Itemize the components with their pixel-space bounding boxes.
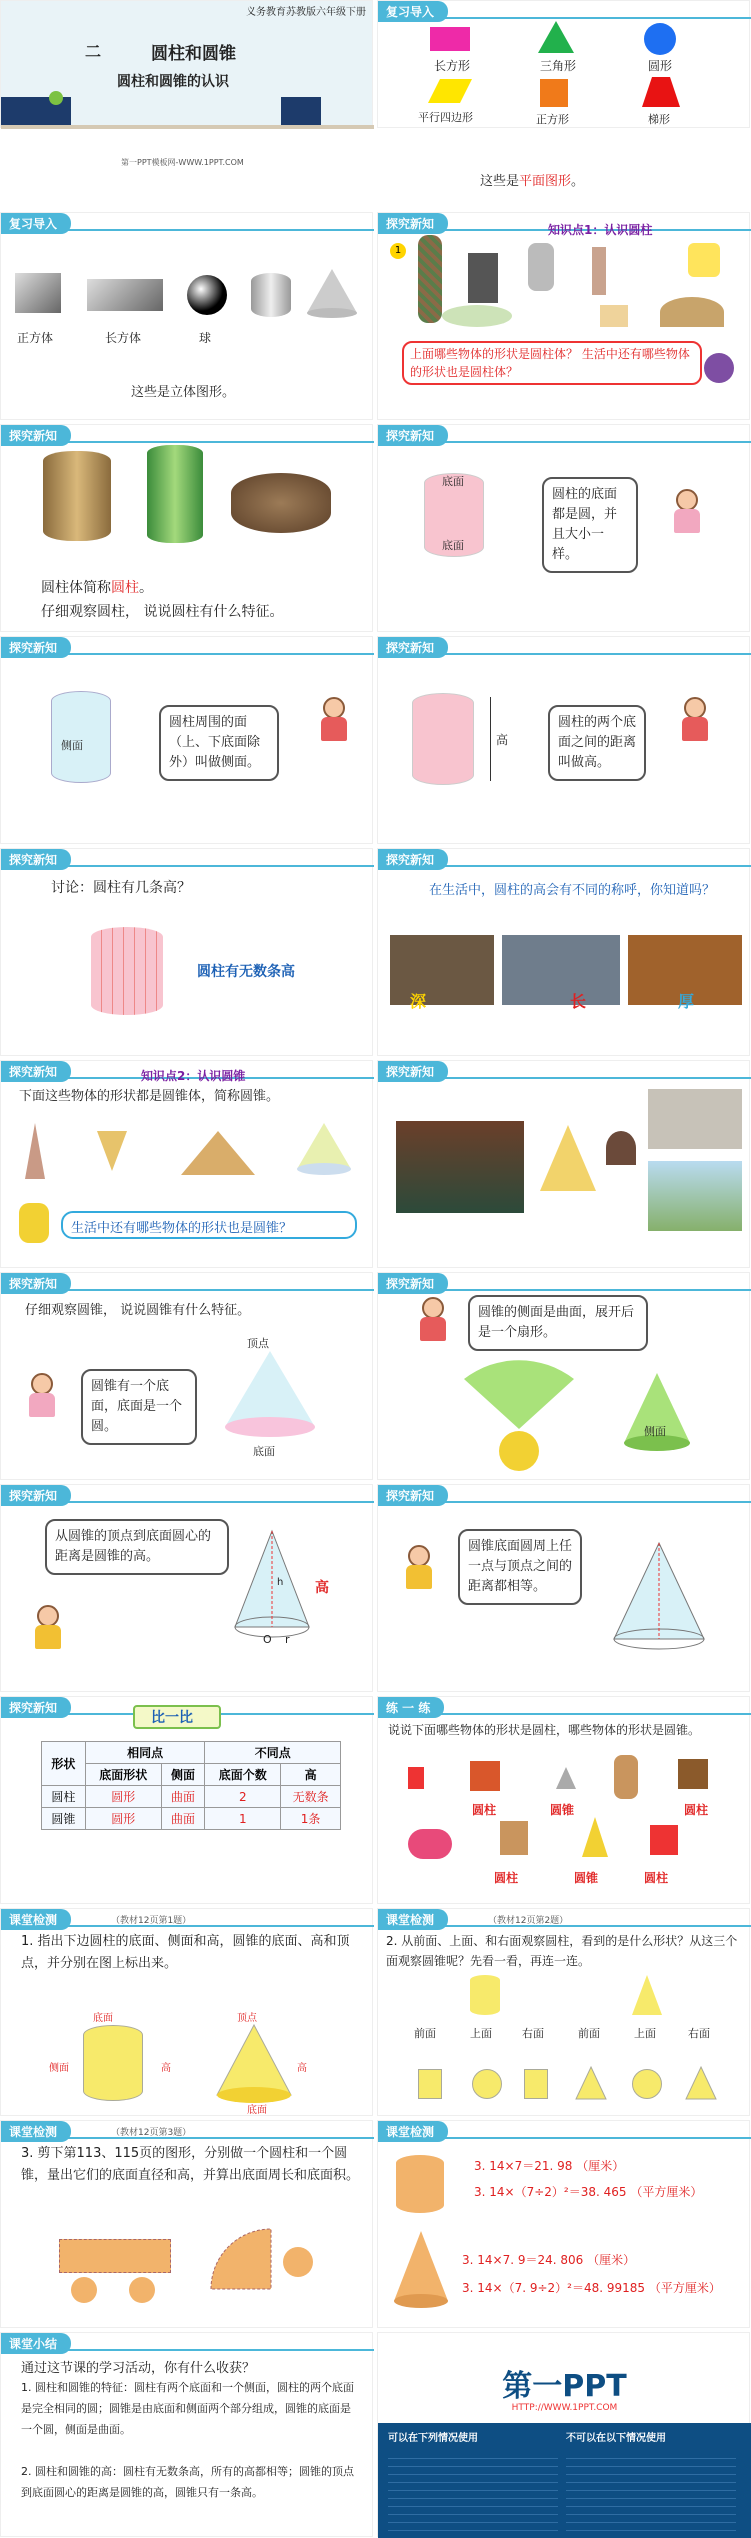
slide-compare[interactable] xyxy=(0,1696,373,1904)
section-tag: 探究新知 xyxy=(378,849,448,870)
base-label: 底面 xyxy=(253,1445,275,1458)
explain-bubble: 圆柱的两个底面之间的距离叫做高。 xyxy=(548,705,646,781)
shape-label: 三角形 xyxy=(540,59,577,73)
parallelogram-shape xyxy=(428,79,472,103)
row-label: 圆锥 xyxy=(42,1808,86,1830)
triangle-view xyxy=(576,2067,606,2099)
explain-bubble: 圆柱周围的面（上、下底面除外）叫做侧面。 xyxy=(159,705,279,781)
row-label: 圆柱 xyxy=(42,1786,86,1808)
pipes-photo xyxy=(502,935,620,1005)
compare-banner-text: 比一比 xyxy=(151,1710,193,1726)
object-image xyxy=(408,1767,424,1789)
girl-mascot xyxy=(25,1373,59,1419)
boy-mascot xyxy=(31,1605,65,1651)
section-tag: 探究新知 xyxy=(1,425,71,446)
cylinder-diagram xyxy=(83,2025,143,2101)
object-image xyxy=(678,1759,708,1789)
text-part: 。 xyxy=(139,580,153,596)
caption-text: 。 xyxy=(571,174,585,189)
caption-highlight: 平面图形 xyxy=(519,174,572,189)
table-cell: 2 xyxy=(205,1786,281,1808)
cylinder-diagram xyxy=(91,927,163,1015)
circle-shape xyxy=(644,23,676,55)
r-label: r xyxy=(285,1633,290,1646)
section-tag: 探究新知 xyxy=(378,425,448,446)
height-label: 高 xyxy=(496,733,509,747)
unit-number: 二 xyxy=(85,42,102,61)
explain-bubble: 圆柱的底面都是圆，并且大小一样。 xyxy=(542,477,638,573)
slide-cylinder-name[interactable] xyxy=(0,424,373,632)
answer-label: 底面 xyxy=(93,2013,113,2024)
book-icon xyxy=(281,97,321,125)
table-cell: 圆形 xyxy=(85,1808,161,1830)
cylinder-net-circle xyxy=(129,2277,155,2303)
compare-table xyxy=(41,1741,341,1830)
cylinder-net-circle xyxy=(71,2277,97,2303)
section-tag: 探究新知 xyxy=(1,1273,71,1294)
header-cell: 相同点 xyxy=(85,1742,205,1764)
object-image xyxy=(470,1761,500,1791)
observe-line: 仔细观察圆柱， 说说圆柱有什么特征。 xyxy=(41,604,284,620)
plane-caption xyxy=(480,170,584,189)
formula-1: 3. 14×7＝21. 98 （厘米） xyxy=(474,2159,625,2173)
cone-diagram xyxy=(225,1351,315,1439)
triangle-shape xyxy=(538,21,574,53)
cylinder-diagram xyxy=(396,2155,444,2213)
object-image xyxy=(650,1825,678,1855)
cone-diagram xyxy=(632,1975,662,2015)
slide-summary[interactable] xyxy=(0,2332,373,2537)
summary-point-2: 2. 圆柱和圆锥的高：圆柱有无数条高，所有的高都相等；圆锥的顶点到底面圆心的距离是圆锥的高，圆锥只有一条高。 xyxy=(21,2465,354,2499)
pillar-image xyxy=(418,235,442,323)
section-tag: 课堂小结 xyxy=(1,2333,71,2354)
cover-subtitle: 圆柱和圆锥的认识 xyxy=(117,74,229,90)
observe-line: 仔细观察圆锥， 说说圆锥有什么特征。 xyxy=(25,1303,251,1318)
table-cell: 无数条 xyxy=(281,1786,341,1808)
object-image xyxy=(408,1829,452,1859)
cone-net-fan xyxy=(211,2229,271,2289)
object-image xyxy=(614,1755,638,1799)
shape-label: 圆形 xyxy=(648,59,673,73)
section-tag: 练 一 练 xyxy=(378,1697,444,1718)
test-question: 1. 指出下边圆柱的底面、侧面和高，圆锥的底面、高和顶点，并分别在图上标出来。 xyxy=(21,1934,350,1971)
answer-label: 圆锥 xyxy=(550,1803,575,1817)
wood-log-image xyxy=(231,473,331,533)
table-cell: 曲面 xyxy=(161,1808,205,1830)
word-long: 长 xyxy=(570,992,587,1011)
traffic-cones-photo xyxy=(648,1089,742,1149)
side-label: 侧面 xyxy=(644,1425,666,1438)
solid-label: 球 xyxy=(199,331,212,345)
summary-point-1: 1. 圆柱和圆锥的特征：圆柱有两个底面和一个侧面，圆柱的两个底面是完全相同的圆；圆锥是由底面和侧面两个部分组成，圆锥的底面是一个圆，侧面是曲面。 xyxy=(21,2381,354,2436)
caption-text: 这些是 xyxy=(480,174,520,189)
shape-label: 长方形 xyxy=(434,59,471,73)
rectangle-shape xyxy=(430,27,470,51)
test-question: 3. 剪下第113、115页的图形，分别做一个圆柱和一个圆锥，量出它们的底面直径和高，并算出底面周长和底面积。 xyxy=(21,2146,360,2183)
fan-net-diagram xyxy=(464,1369,574,1473)
explain-bubble: 圆锥有一个底面，底面是一个圆。 xyxy=(81,1369,197,1445)
summary-question: 通过这节课的学习活动，你有什么收获？ xyxy=(21,2361,256,2376)
slide-brand[interactable] xyxy=(377,2332,750,2537)
sand-pile-object xyxy=(181,1131,255,1175)
answer-label: 圆锥 xyxy=(574,1871,599,1885)
slide-cylinder-base[interactable] xyxy=(377,424,750,632)
terms-col1-title: 可以在下列情况使用 xyxy=(388,2433,478,2444)
question-text: 上面哪些物体的形状是圆柱体？ 生活中还有哪些物体的形状也是圆柱体？ xyxy=(410,347,690,379)
circle-view xyxy=(472,2069,502,2099)
view-label: 前面 xyxy=(578,2027,600,2040)
section-tag: 课堂检测 xyxy=(1,1909,71,1930)
tent-photo xyxy=(648,1161,742,1231)
cover-slide[interactable] xyxy=(0,0,373,167)
brand-logo: 第一PPT xyxy=(502,2369,627,2404)
practice-question: 说说下面哪些物体的形状是圆柱，哪些物体的形状是圆锥。 xyxy=(388,1723,701,1737)
answer-label: 底面 xyxy=(247,2105,267,2116)
section-tag: 探究新知 xyxy=(378,1485,448,1506)
h-label: h xyxy=(277,1577,284,1588)
bottom-base-label: 底面 xyxy=(442,539,464,552)
knowledge-point: 知识点2：认识圆锥 xyxy=(141,1069,246,1083)
slide-cone-height[interactable] xyxy=(0,1484,373,1692)
table-cell: 圆形 xyxy=(85,1786,161,1808)
cone-image xyxy=(600,305,628,327)
section-tag: 探究新知 xyxy=(1,849,71,870)
cone-object xyxy=(297,1123,351,1175)
cuboid-shape xyxy=(87,279,163,311)
can-image xyxy=(43,451,111,541)
answer-label: 圆柱 xyxy=(472,1803,497,1817)
answer-label: 侧面 xyxy=(49,2063,69,2074)
table-cell: 1条 xyxy=(281,1808,341,1830)
word-deep: 深 xyxy=(410,992,427,1011)
view-label: 前面 xyxy=(414,2027,436,2040)
cone-object xyxy=(25,1123,45,1179)
cover-title: 圆柱和圆锥 xyxy=(151,44,236,64)
explain-bubble: 圆锥的侧面是曲面，展开后是一个扇形。 xyxy=(468,1295,648,1351)
table-row xyxy=(42,1786,341,1808)
cone-shape xyxy=(307,269,357,319)
table-cell: 曲面 xyxy=(161,1786,205,1808)
circle-view xyxy=(632,2069,662,2099)
shape-label: 梯形 xyxy=(648,113,670,126)
rectangle-view xyxy=(418,2069,442,2099)
cone-diagram xyxy=(217,2025,291,2105)
solid-label: 长方体 xyxy=(105,331,142,345)
sphere-shape xyxy=(187,275,227,315)
cone-diagram xyxy=(235,1531,309,1641)
slide-cone-intro[interactable] xyxy=(0,1060,373,1268)
height-line xyxy=(490,697,491,781)
top-base-label: 底面 xyxy=(442,475,464,488)
slide-test-1[interactable] xyxy=(0,1908,373,2116)
source-note: （教材12页第3题） xyxy=(111,2128,192,2138)
height-label: 高 xyxy=(315,1580,329,1596)
explain-bubble: 圆锥底面圆周上任一点与顶点之间的距离都相等。 xyxy=(458,1529,582,1605)
answer-text: 圆柱有无数条高 xyxy=(197,964,295,980)
slide-review-solid[interactable] xyxy=(0,212,373,420)
o-label: O xyxy=(263,1633,272,1646)
slide-review-plane[interactable] xyxy=(377,0,750,128)
corn-mascot xyxy=(19,1203,49,1243)
header-cell: 底面个数 xyxy=(205,1764,281,1786)
text-highlight: 圆柱 xyxy=(111,580,139,596)
cone-diagram xyxy=(624,1373,690,1453)
solid-label: 正方体 xyxy=(17,331,54,345)
square-shape xyxy=(540,79,568,107)
cylinder-diagram xyxy=(412,693,474,785)
header-cell: 侧面 xyxy=(161,1764,205,1786)
view-label: 右面 xyxy=(522,2027,544,2040)
slide-cone-slant[interactable] xyxy=(377,1484,750,1692)
christmas-tree-photo xyxy=(396,1121,524,1213)
slide-test-3[interactable] xyxy=(0,2120,373,2328)
section-tag: 探究新知 xyxy=(378,637,448,658)
object-image xyxy=(582,1817,608,1857)
series-text: 义务教育苏教版六年级下册 xyxy=(246,7,366,18)
site-text: 第一PPT模板网-WWW.1PPT.COM xyxy=(121,158,244,167)
cylinder-name-line xyxy=(41,577,153,597)
object-image xyxy=(500,1821,528,1855)
boy-mascot xyxy=(416,1297,450,1343)
shape-label: 平行四边形 xyxy=(418,111,473,124)
question-text: 生活中还有哪些物体的形状也是圆锥？ xyxy=(71,1221,293,1236)
slide-practice[interactable] xyxy=(377,1696,750,1904)
cone-diagram xyxy=(394,2231,448,2311)
answer-label: 高 xyxy=(297,2063,307,2074)
section-tag: 课堂检测 xyxy=(378,2121,448,2142)
pencil-sharpener-image xyxy=(468,253,498,303)
table-cell: 1 xyxy=(205,1808,281,1830)
cylinder-diagram xyxy=(470,1975,500,2015)
source-note: （教材12页第2题） xyxy=(488,1916,569,1926)
cone-object xyxy=(97,1131,127,1171)
knowledge-point: 知识点1：认识圆柱 xyxy=(548,223,653,237)
object-image xyxy=(556,1767,576,1789)
view-label: 上面 xyxy=(470,2027,492,2040)
cone-net-circle xyxy=(283,2247,313,2277)
text-part: 圆柱体简称 xyxy=(41,580,111,596)
view-label: 上面 xyxy=(634,2027,656,2040)
slide-cylinder-side[interactable] xyxy=(0,636,373,844)
slide-cone-photos[interactable] xyxy=(377,1060,750,1268)
word-thick: 厚 xyxy=(678,992,695,1011)
eggplant-mascot xyxy=(704,353,734,383)
trapezoid-shape xyxy=(642,77,680,107)
slide-how-many-heights[interactable] xyxy=(0,848,373,1056)
number-badge: 1 xyxy=(390,243,406,259)
girl-mascot xyxy=(670,489,704,535)
slide-height-names[interactable] xyxy=(377,848,750,1056)
formula-2: 3. 14×（7÷2）²＝38. 465 （平方厘米） xyxy=(474,2185,703,2199)
terms-list xyxy=(388,2451,558,2531)
section-tag: 探究新知 xyxy=(1,637,71,658)
cylinder-shape xyxy=(251,273,291,317)
boy-mascot xyxy=(317,697,351,743)
terms-list xyxy=(566,2451,736,2531)
discussion-question: 讨论：圆柱有几条高？ xyxy=(51,880,191,896)
header-cell: 高 xyxy=(281,1764,341,1786)
shelf xyxy=(1,125,374,129)
slide-cylinder-height[interactable] xyxy=(377,636,750,844)
section-tag: 课堂检测 xyxy=(1,2121,71,2142)
slide-answers[interactable] xyxy=(377,2120,750,2328)
header-cell: 形状 xyxy=(42,1742,86,1786)
apple-icon xyxy=(49,91,63,105)
question-text: 在生活中，圆柱的高会有不同的称呼，你知道吗？ xyxy=(428,883,715,898)
cone-hat-image xyxy=(592,247,606,295)
formula-4: 3. 14×（7. 9÷2）²＝48. 99185 （平方厘米） xyxy=(462,2281,721,2295)
boy-mascot xyxy=(678,697,712,743)
section-tag: 探究新知 xyxy=(1,1697,71,1718)
rectangle-view xyxy=(524,2069,548,2099)
table-row xyxy=(42,1808,341,1830)
test-question: 2. 从前面、上面、和右面观察圆柱，看到的是什么形状？从这三个面观察圆锥呢？先看一看，再连一连。 xyxy=(386,1934,738,1968)
slide-cone-side[interactable] xyxy=(377,1272,750,1480)
explain-bubble: 从圆锥的顶点到底面圆心的距离是圆锥的高。 xyxy=(45,1519,229,1575)
cone-diagram xyxy=(614,1543,704,1653)
cylinder-net-rect xyxy=(59,2239,171,2273)
slide-cone-base[interactable] xyxy=(0,1272,373,1480)
answer-label: 圆柱 xyxy=(644,1871,669,1885)
cone-intro-line: 下面这些物体的形状都是圆锥体，简称圆锥。 xyxy=(19,1089,280,1104)
section-tag: 探究新知 xyxy=(1,1485,71,1506)
section-tag: 课堂检测 xyxy=(378,1909,448,1930)
candle-image xyxy=(688,243,720,277)
section-tag: 复习导入 xyxy=(1,213,71,234)
section-tag: 探究新知 xyxy=(378,213,448,234)
sand-pile-image xyxy=(660,297,724,327)
well-photo xyxy=(390,935,494,1005)
header-cell: 底面形状 xyxy=(85,1764,161,1786)
answer-label: 高 xyxy=(161,2063,171,2074)
section-tag: 复习导入 xyxy=(378,1,448,22)
shape-label: 正方形 xyxy=(536,113,569,126)
section-tag: 探究新知 xyxy=(1,1061,71,1082)
source-note: （教材12页第1题） xyxy=(111,1916,192,1926)
apex-label: 顶点 xyxy=(247,1337,269,1350)
header-cell: 不同点 xyxy=(205,1742,341,1764)
terms-col2-title: 不可以在以下情况使用 xyxy=(566,2433,666,2444)
slide-test-2[interactable] xyxy=(377,1908,750,2116)
boy-mascot xyxy=(402,1545,436,1591)
side-label: 侧面 xyxy=(61,739,83,752)
slide-cylinder-intro[interactable] xyxy=(377,212,750,420)
triangle-view xyxy=(686,2067,716,2099)
tea-can-image xyxy=(147,445,203,543)
disc-image xyxy=(442,305,512,327)
answer-label: 圆柱 xyxy=(684,1803,709,1817)
answer-label: 圆柱 xyxy=(494,1871,519,1885)
view-label: 右面 xyxy=(688,2027,710,2040)
answer-label: 顶点 xyxy=(237,2013,257,2024)
brand-url[interactable]: HTTP://WWW.1PPT.COM xyxy=(511,2403,618,2413)
hat-photo xyxy=(606,1131,636,1165)
cube-shape xyxy=(15,273,61,313)
formula-3: 3. 14×7. 9＝24. 806 （厘米） xyxy=(462,2253,636,2267)
solid-caption: 这些是立体图形。 xyxy=(131,385,236,400)
battery-image xyxy=(528,243,554,291)
party-hat-photo xyxy=(538,1125,598,1195)
section-tag: 探究新知 xyxy=(378,1061,448,1082)
section-tag: 探究新知 xyxy=(378,1273,448,1294)
